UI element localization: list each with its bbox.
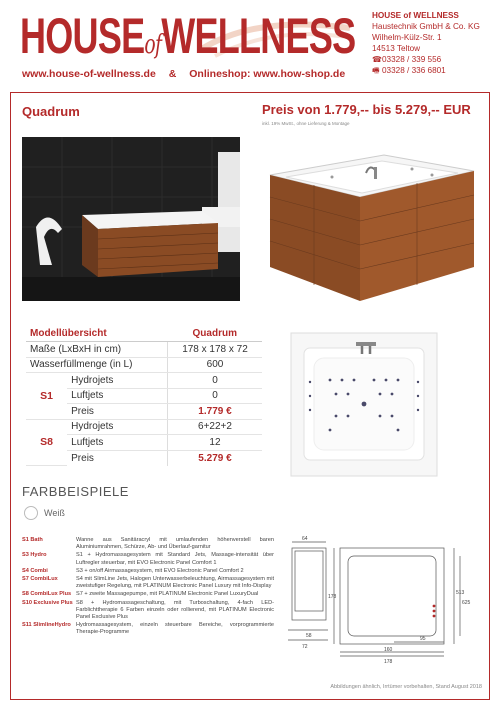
spec-row [26, 357, 262, 373]
spec-label: Hydrojets [67, 373, 167, 389]
list-item [22, 600, 274, 622]
spec-row [26, 373, 262, 389]
list-item [22, 622, 274, 636]
dim-label: 178 [328, 594, 337, 600]
model-desc: Wanne aus Sanitäracryl mit umlaufenden höhenverstell baren Aluminiumrahmen, Schürze, Ab- und Überlauf-garnitur [76, 537, 274, 551]
color-swatch-white[interactable] [24, 506, 38, 520]
group-label-s1: S1 [26, 373, 67, 420]
spec-header-left: Modellübersicht [26, 326, 167, 342]
spec-row [26, 419, 262, 435]
spec-label: Preis [67, 404, 167, 420]
group-label-s8: S8 [26, 419, 67, 466]
company-fax: 🖷 03328 / 336 6801 [372, 66, 446, 75]
spec-value: 6+22+2 [167, 419, 262, 435]
bathroom-photo [22, 137, 240, 301]
list-item [22, 537, 274, 551]
footer-disclaimer: Abbildungen ähnlich, Irrtümer vorbehalten, Stand August 2018 [330, 684, 482, 690]
bathroom-scene-image [22, 137, 240, 301]
model-name: S4 Combi [22, 567, 48, 574]
model-desc: S4 mit SlimLine Jets, Halogen Unterwasserbeleuchtung, Airmassagesystem mit zweistufiger Regelung, mit PLATINUM Electronic Panel Luxury mit Info-Display [76, 576, 274, 590]
website-link[interactable]: www.house-of-wellness.de [22, 68, 156, 80]
list-item [22, 576, 274, 590]
tub-3d-image [262, 137, 484, 305]
spec-value: 0 [167, 388, 262, 404]
spec-label: Preis [67, 450, 167, 466]
spec-header-right: Quadrum [167, 326, 262, 342]
spec-row [26, 342, 262, 358]
spec-value: 12 [167, 435, 262, 451]
price-note: inkl. 19% MwSt., ohne Lieferung & Montage [262, 121, 350, 126]
tub-top-view-image [290, 332, 438, 477]
dim-label: 160 [384, 647, 393, 653]
model-name: S8 CombiLux Plus [22, 591, 72, 598]
dim-label: 178 [384, 659, 393, 664]
list-item [22, 552, 274, 566]
spec-label: Maße (LxBxH in cm) [26, 342, 167, 358]
model-name: S11 SlimlineHydro [22, 622, 71, 629]
dim-label: 64 [302, 536, 308, 542]
product-title: Quadrum [22, 104, 80, 119]
model-name: S7 CombiLux [22, 576, 58, 583]
model-desc: Hydromassagesystem, einzeln steuerbare Bereiche, vorprogrammierte Therapie-Programme [76, 622, 274, 636]
header-urls [22, 68, 355, 80]
model-descriptions [22, 537, 274, 638]
spec-price-s1: 1.779 € [167, 404, 262, 420]
company-city: 14513 Teltow [372, 44, 421, 53]
spec-value: 0 [167, 373, 262, 389]
dim-label: 72 [302, 644, 308, 650]
model-name: S10 Exclusive Plus [22, 599, 73, 606]
spec-value: 600 [167, 357, 262, 373]
brand-logo[interactable] [20, 6, 360, 66]
model-name: S1 Bath [22, 537, 43, 543]
spec-label: Luftjets [67, 435, 167, 451]
color-swatch-label: Weiß [44, 508, 65, 518]
model-desc: S8 + Hydromassageschaltung, mit Turboschaltung, 4-fach LED-Farblichttherapie 6 Farben einzeln oder rollierend, mit PLATINUM Electronic Panel Exclusive Plus [76, 599, 274, 621]
spec-header-row [26, 326, 262, 342]
dim-label: 58 [306, 633, 312, 639]
logo-wordmark: HOUSEofWELLNESS [20, 8, 356, 64]
dim-label: 625 [462, 600, 471, 606]
tub-product-photo [262, 137, 484, 305]
model-desc: S7 + zweite Massagepumpe, mit PLATINUM Electronic Panel LuxuryDual [76, 591, 259, 598]
company-street: Wilhelm-Külz-Str. 1 [372, 33, 442, 42]
dim-label: 513 [456, 590, 465, 596]
company-line1: Haustechnik GmbH & Co. KG [372, 22, 480, 31]
model-desc: S3 + on/off Airmassagesystem, mit EVO Electronic Panel Comfort 2 [76, 567, 244, 574]
onlineshop-link[interactable]: Onlineshop: www.how-shop.de [189, 68, 346, 80]
technical-drawing [284, 534, 484, 664]
company-name: HOUSE of WELLNESS [372, 11, 459, 20]
url-separator: & [168, 68, 177, 80]
phone-icon: ☎ [372, 55, 383, 64]
spec-value: 178 x 178 x 72 [167, 342, 262, 358]
spec-label: Hydrojets [67, 419, 167, 435]
color-examples-title: FARBBEISPIELE [22, 484, 129, 499]
model-name: S3 Hydro [22, 552, 47, 559]
model-desc: S1 + Hydromassagesystem mit Standard Jets, Massage-intensität über Luftregler steuerbar, mit EVO Electronic Panel Comfort 1 [76, 552, 274, 566]
company-phone: ☎03328 / 339 556 [372, 55, 442, 64]
dimension-drawing [284, 534, 484, 664]
model-overview-table [26, 326, 262, 466]
spec-price-s8: 5.279 € [198, 452, 232, 464]
price-range: Preis von 1.779,-- bis 5.279,-- EUR [262, 102, 471, 117]
list-item [22, 591, 274, 598]
spec-label: Wasserfüllmenge (in L) [26, 357, 167, 373]
company-address [372, 10, 480, 76]
fax-icon: 🖷 [372, 66, 380, 75]
spec-label: Luftjets [67, 388, 167, 404]
list-item [22, 568, 274, 575]
page-header [0, 0, 500, 88]
dim-label: 95 [420, 636, 426, 642]
tub-top-view-photo [290, 332, 438, 477]
